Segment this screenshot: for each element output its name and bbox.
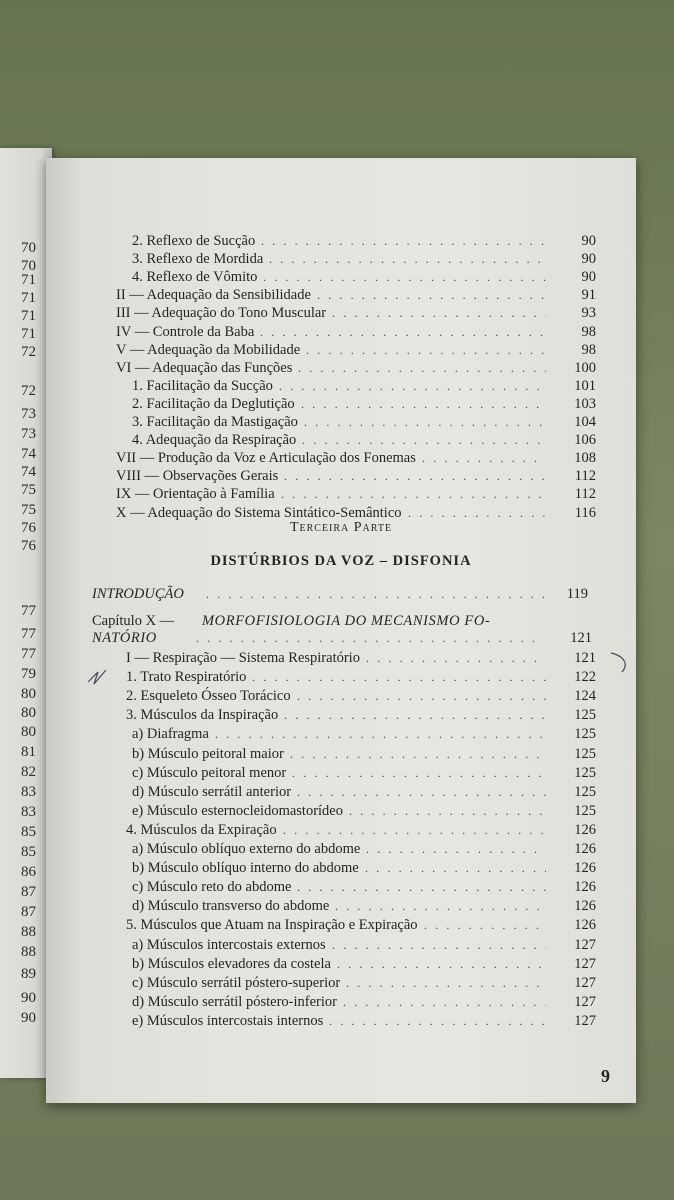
page-number: 9 bbox=[601, 1066, 610, 1086]
left-page-number: 74 bbox=[21, 464, 36, 480]
left-page-number: 74 bbox=[21, 446, 36, 462]
toc-entry-page: 127 bbox=[574, 936, 596, 953]
toc-leader-dots bbox=[349, 803, 546, 820]
toc-entry-page: 126 bbox=[574, 860, 596, 877]
toc-entry-label: VIII — Observações Gerais bbox=[116, 468, 279, 485]
toc-entry-label: e) Músculo esternocleidomastorídeo bbox=[132, 802, 343, 819]
toc-entry-page: 108 bbox=[574, 450, 596, 467]
toc-entry-page: 122 bbox=[574, 669, 596, 686]
toc-leader-dots bbox=[332, 937, 546, 954]
left-page-number: 83 bbox=[21, 804, 36, 820]
toc-leader-dots bbox=[279, 378, 546, 395]
left-page-number: 70 bbox=[21, 240, 36, 256]
toc-entry-label: b) Músculo peitoral maior bbox=[132, 745, 284, 762]
left-page-number: 80 bbox=[21, 686, 36, 702]
toc-entry-page: 125 bbox=[574, 783, 596, 800]
toc-leader-dots bbox=[343, 994, 546, 1011]
toc-entry-label: c) Músculo reto do abdome bbox=[132, 879, 292, 896]
toc-leader-dots bbox=[408, 505, 546, 522]
toc-entry-page: 124 bbox=[574, 688, 596, 705]
toc-entry-label: b) Músculos elevadores da costela bbox=[132, 955, 331, 972]
toc-entry-label: II — Adequação da Sensibilidade bbox=[116, 287, 311, 304]
toc-leader-dots bbox=[424, 917, 546, 934]
toc-leader-dots bbox=[298, 360, 546, 377]
left-page-number: 71 bbox=[21, 326, 36, 342]
toc-entry-page: 112 bbox=[574, 468, 596, 485]
toc-entry-label: 3. Reflexo de Mordida bbox=[132, 251, 264, 268]
toc-entry-page: 106 bbox=[574, 432, 596, 449]
toc-leader-dots bbox=[304, 414, 546, 431]
toc-leader-dots bbox=[290, 746, 546, 763]
toc-entry-page: 125 bbox=[574, 802, 596, 819]
left-page-number: 82 bbox=[21, 764, 36, 780]
toc-entry-label: III — Adequação do Tono Muscular bbox=[116, 305, 327, 322]
toc-entry-label: 3. Facilitação da Mastigação bbox=[132, 414, 298, 430]
toc-leader-dots bbox=[365, 860, 546, 877]
toc-entry-page: 104 bbox=[574, 414, 596, 430]
toc-entry-page: 98 bbox=[581, 323, 596, 340]
toc-leader-dots bbox=[206, 586, 546, 603]
toc-entry-page: 125 bbox=[574, 726, 596, 743]
left-page-number: 90 bbox=[21, 990, 36, 1006]
left-page-number: 86 bbox=[21, 864, 36, 880]
chapter-title-line1: MORFOFISIOLOGIA DO MECANISMO FO- bbox=[202, 613, 491, 629]
toc-leader-dots bbox=[260, 324, 546, 341]
toc-entry-page: 126 bbox=[574, 898, 596, 915]
left-page-number: 76 bbox=[21, 520, 36, 536]
toc-entry-page: 90 bbox=[581, 251, 596, 268]
toc-leader-dots bbox=[329, 1013, 546, 1030]
left-page-number: 77 bbox=[21, 646, 36, 662]
toc-leader-dots bbox=[269, 251, 546, 268]
toc-entry-label: d) Músculo transverso do abdome bbox=[132, 898, 330, 915]
toc-entry-page: 127 bbox=[574, 1012, 596, 1029]
toc-entry-page: 90 bbox=[581, 269, 596, 286]
toc-entry-page: 121 bbox=[570, 630, 592, 646]
toc-entry-label: VII — Produção da Voz e Articulação dos Fonemas bbox=[116, 450, 416, 467]
left-page-number: 71 bbox=[21, 308, 36, 324]
toc-leader-dots bbox=[301, 396, 546, 413]
toc-entry-label: V — Adequação da Mobilidade bbox=[116, 341, 301, 358]
toc-entry-label: 2. Esqueleto Ósseo Torácico bbox=[126, 688, 291, 705]
left-page bbox=[0, 148, 52, 1078]
toc-entry-page: 125 bbox=[574, 707, 596, 724]
part-heading: Terceira Parte bbox=[289, 520, 393, 535]
toc-leader-dots bbox=[297, 688, 546, 705]
toc-entry-page: 126 bbox=[574, 821, 596, 838]
left-page-number: 85 bbox=[21, 824, 36, 840]
toc-entry-label: 5. Músculos que Atuam na Inspiração e Expiração bbox=[126, 917, 418, 934]
toc-entry-label: c) Músculo serrátil póstero-superior bbox=[132, 974, 341, 991]
chapter-title-line2: NATÓRIO bbox=[92, 630, 157, 646]
toc-entry-label: a) Músculos intercostais externos bbox=[132, 936, 326, 953]
left-page-number: 81 bbox=[21, 744, 36, 760]
left-page-number: 75 bbox=[21, 482, 36, 498]
toc-entry-label: IX — Orientação à Família bbox=[116, 486, 275, 503]
toc-entry-page: 98 bbox=[581, 341, 596, 358]
toc-entry-page: 112 bbox=[574, 486, 596, 503]
toc-entry-label: 1. Trato Respiratório bbox=[126, 669, 247, 686]
book-page bbox=[46, 158, 636, 1103]
left-page-number: 90 bbox=[21, 1010, 36, 1026]
left-page-number: 71 bbox=[21, 290, 36, 306]
toc-leader-dots bbox=[292, 765, 546, 782]
toc-entry-label: b) Músculo oblíquo interno do abdome bbox=[132, 860, 359, 877]
toc-entry-label: a) Diafragma bbox=[132, 726, 209, 743]
toc-entry-label: 4. Músculos da Expiração bbox=[126, 821, 277, 838]
toc-entry-label: d) Músculo serrátil póstero-inferior bbox=[132, 993, 337, 1010]
toc-leader-dots bbox=[335, 898, 546, 915]
toc-leader-dots bbox=[302, 432, 546, 449]
toc-entry-page: 126 bbox=[574, 879, 596, 896]
toc-entry-label: I — Respiração — Sistema Respiratório bbox=[126, 650, 360, 666]
toc-entry-label: d) Músculo serrátil anterior bbox=[132, 783, 292, 800]
toc-entry-page: 93 bbox=[581, 305, 596, 322]
toc-leader-dots bbox=[332, 305, 546, 322]
toc-entry-label: 2. Facilitação da Deglutição bbox=[132, 395, 295, 412]
toc-entry-label: IV — Controle da Baba bbox=[116, 323, 255, 340]
toc-entry-label: a) Músculo oblíquo externo do abdome bbox=[132, 841, 361, 857]
left-page-number: 87 bbox=[21, 904, 36, 920]
toc-entry-page: 103 bbox=[574, 395, 596, 412]
toc-entry-page: 90 bbox=[581, 233, 596, 249]
left-page-number: 77 bbox=[21, 603, 36, 619]
toc-entry-label: e) Músculos intercostais internos bbox=[132, 1012, 324, 1029]
left-page-number: 83 bbox=[21, 784, 36, 800]
toc-entry-label: c) Músculo peitoral menor bbox=[132, 764, 287, 781]
left-page-number: 89 bbox=[21, 966, 36, 982]
section-heading: DISTÚRBIOS DA VOZ – DISFONIA bbox=[210, 553, 472, 569]
toc-leader-dots bbox=[306, 342, 546, 359]
toc-leader-dots bbox=[196, 630, 541, 647]
toc-leader-dots bbox=[422, 450, 546, 467]
toc-entry-label: 4. Reflexo de Vômito bbox=[132, 269, 258, 286]
left-page-number: 72 bbox=[21, 344, 36, 360]
toc-leader-dots bbox=[317, 287, 546, 304]
toc-entry-label: X — Adequação do Sistema Sintático-Semântico bbox=[116, 504, 402, 521]
toc-entry-page: 127 bbox=[574, 993, 596, 1010]
toc-entry-page: 119 bbox=[566, 586, 588, 602]
toc-entry-label: 1. Facilitação da Sucção bbox=[132, 377, 273, 394]
left-page-number: 73 bbox=[21, 406, 36, 422]
left-page-number: 71 bbox=[21, 272, 36, 288]
left-page-number: 77 bbox=[21, 626, 36, 642]
toc-entry-page: 127 bbox=[574, 955, 596, 972]
toc-entry-label: INTRODUÇÃO bbox=[92, 586, 184, 602]
left-page-number: 75 bbox=[21, 502, 36, 518]
toc-leader-dots bbox=[337, 956, 546, 973]
left-page-number: 88 bbox=[21, 924, 36, 940]
toc-leader-dots bbox=[297, 784, 546, 801]
toc-leader-dots bbox=[281, 486, 546, 503]
toc-leader-dots bbox=[261, 233, 546, 250]
toc-leader-dots bbox=[284, 707, 546, 724]
pen-annotation bbox=[84, 650, 644, 690]
toc-leader-dots bbox=[215, 726, 546, 743]
toc-leader-dots bbox=[366, 841, 546, 858]
toc-leader-dots bbox=[263, 269, 546, 286]
toc-entry-page: 127 bbox=[574, 974, 596, 991]
left-page-number: 80 bbox=[21, 705, 36, 721]
toc-leader-dots bbox=[297, 879, 546, 896]
toc-leader-dots bbox=[283, 822, 546, 839]
toc-leader-dots bbox=[346, 975, 546, 992]
left-page-number: 70 bbox=[21, 258, 36, 274]
toc-entry-page: 100 bbox=[574, 359, 596, 376]
left-page-number: 80 bbox=[21, 724, 36, 740]
toc-entry-label: VI — Adequação das Funções bbox=[116, 359, 293, 376]
toc-leader-dots bbox=[284, 468, 546, 485]
toc-entry-page: 126 bbox=[574, 917, 596, 934]
toc-entry-page: 126 bbox=[574, 841, 596, 857]
left-page-number: 73 bbox=[21, 426, 36, 442]
toc-entry-page: 116 bbox=[574, 504, 596, 521]
left-page-number: 88 bbox=[21, 944, 36, 960]
chapter-prefix: Capítulo X — bbox=[92, 613, 175, 629]
left-page-number: 76 bbox=[21, 538, 36, 554]
toc-entry-page: 125 bbox=[574, 745, 596, 762]
left-page-number: 72 bbox=[21, 383, 36, 399]
toc-entry-label: 3. Músculos da Inspiração bbox=[126, 707, 279, 724]
toc-entry-page: 101 bbox=[574, 377, 596, 394]
left-page-number: 87 bbox=[21, 884, 36, 900]
left-page-number: 79 bbox=[21, 666, 36, 682]
toc-entry-page: 91 bbox=[581, 287, 596, 304]
toc-entry-label: 4. Adequação da Respiração bbox=[132, 432, 297, 449]
toc-entry-label: 2. Reflexo de Sucção bbox=[132, 233, 256, 249]
left-page-number: 85 bbox=[21, 844, 36, 860]
toc-entry-page: 121 bbox=[574, 650, 596, 666]
toc-entry-page: 125 bbox=[574, 764, 596, 781]
